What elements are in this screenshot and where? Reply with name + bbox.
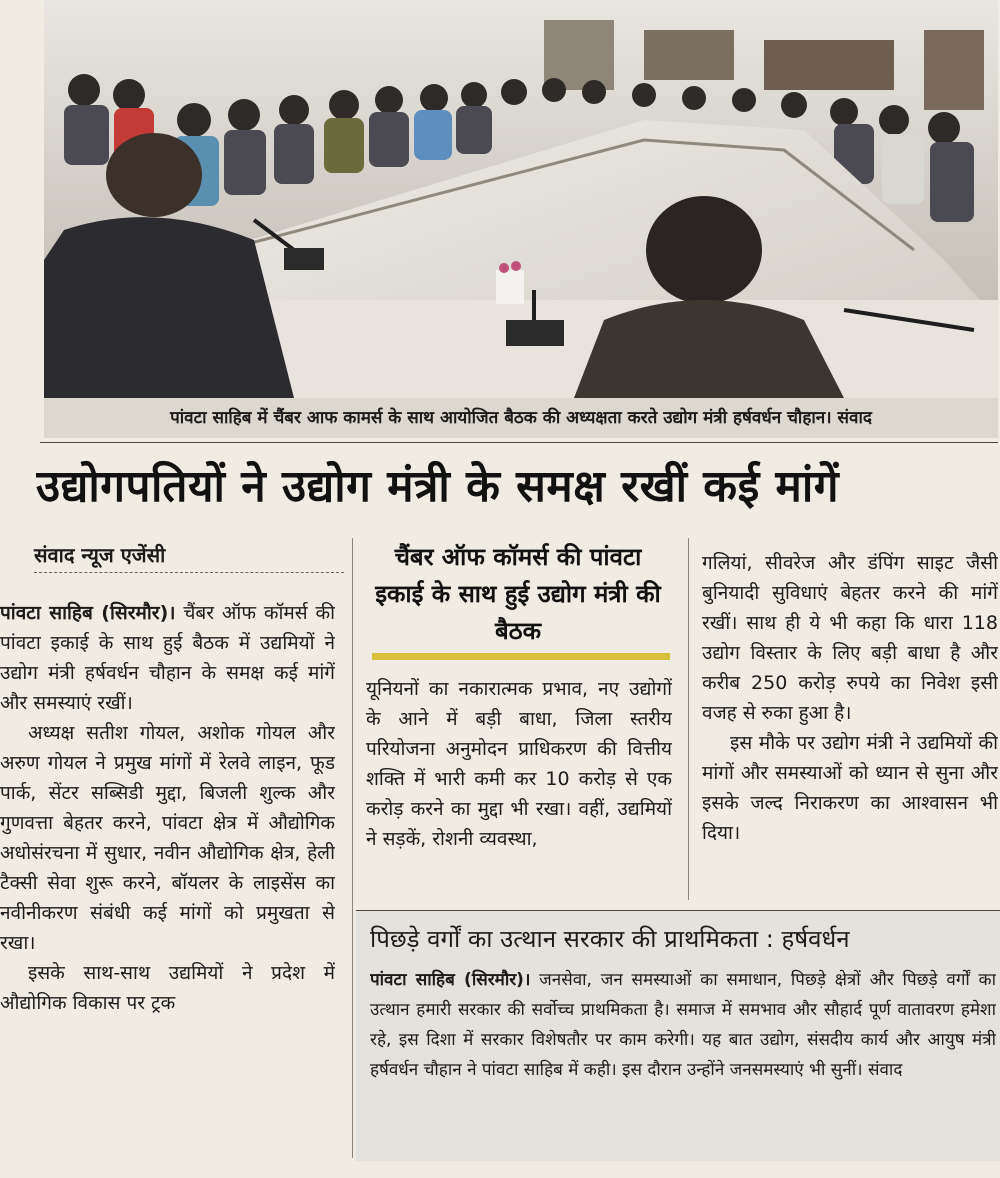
- paragraph-text: जनसेवा, जन समस्याओं का समाधान, पिछड़े क्षेत्रों और पिछड़े वर्गों का उत्थान हमारी सरकार की सर्वोच्च प्राथमिकता है। समाज में समभाव और सौहार्द पूर्ण वातावरण हमेशा रहे, इस दिशा में सरकार विशेषतौर पर काम करेगी। यह बात उद्योग, संसदीय कार्य और आयुष मंत्री हर्षवर्धन चौहान ने पांवटा साहिब में कही। इस दौरान उन्होंने जनसमस्याएं भी सुनीं। संवाद: [370, 970, 996, 1080]
- dateline: पांवटा साहिब (सिरमौर)।: [0, 602, 176, 624]
- article-paragraph: गलियां, सीवरेज और डंपिंग साइट जैसी बुनियादी सुविधाएं बेहतर करने की मांगें रखीं। साथ ही ये भी कहा कि धारा 118 उद्योग विस्तार के लिए बड़ी बाधा है और करीब 250 करोड़ रुपये का निवेश इसी वजह से रुका हुआ है।: [702, 552, 998, 724]
- article-paragraph: यूनियनों का नकारात्मक प्रभाव, नए उद्योगों के आने में बड़ी बाधा, जिला स्तरीय परियोजना अनुमोदन प्राधिकरण की वित्तीय शक्ति में भारी कमी कर 10 करोड़ से एक करोड़ करने का मुद्दा भी रखा। वहीं, उद्यमियों ने सड़कें, रोशनी व्यवस्था,: [366, 678, 672, 850]
- byline: संवाद न्यूज एजेंसी: [34, 538, 344, 573]
- article-paragraph: इस मौके पर उद्योग मंत्री ने उद्यमियों की मांगों और समस्याओं को ध्यान से सुना और इसके जल्द निराकरण का आश्वासन भी दिया।: [702, 732, 998, 844]
- article-paragraph: अध्यक्ष सतीश गोयल, अशोक गोयल और अरुण गोयल ने प्रमुख मांगों में रेलवे लाइन, फूड पार्क, सेंटर सब्सिडी मुद्दा, बिजली शुल्क और गुणवत्ता बेहतर करने, पांवटा क्षेत्र में औद्योगिक अधोसंरचना में सुधार, नवीन औद्योगिक क्षेत्र, हेली टैक्सी सेवा शुरू करने, बॉयलर के लाइसेंस का नवीनीकरण संबंधी कई मांगों को प्रमुखता से रखा।: [0, 722, 335, 954]
- meeting-photo: [44, 0, 998, 398]
- column-divider: [688, 538, 689, 900]
- article-paragraph: [0, 598, 335, 718]
- dateline: पांवटा साहिब (सिरमौर)।: [370, 970, 531, 990]
- paragraph-text: चैंबर ऑफ कॉमर्स की पांवटा इकाई के साथ हुई बैठक में उद्यमियों ने उद्योग मंत्री हर्षवर्धन चौहान के समक्ष कई मांगें और समस्याएं रखीं।: [0, 602, 335, 714]
- meeting-photo-illustration: [44, 0, 998, 398]
- side-story-box: [356, 910, 1000, 1161]
- side-story-body: [370, 965, 996, 1161]
- photo-caption: पांवटा साहिब में चैंबर आफ कामर्स के साथ आयोजित बैठक की अध्यक्षता करते उद्योग मंत्री हर्षवर्धन चौहान। संवाद: [44, 398, 998, 438]
- article-column-1: [0, 598, 335, 1178]
- sub-headline: चैंबर ऑफ कॉमर्स की पांवटा इकाई के साथ हुई उद्योग मंत्री की बैठक: [375, 542, 661, 645]
- article-paragraph: इसके साथ-साथ उद्यमियों ने प्रदेश में औद्योगिक विकास पर ट्रक: [0, 962, 335, 1014]
- subhead-highlight-bar: [372, 653, 670, 660]
- side-story-title: पिछड़े वर्गों का उत्थान सरकार की प्राथमिकता : हर्षवर्धन: [370, 925, 850, 953]
- main-headline: उद्योगपतियों ने उद्योग मंत्री के समक्ष रखीं कई मांगें: [36, 461, 840, 512]
- article-column-2: [366, 674, 672, 904]
- article-column-3: [702, 548, 998, 904]
- column-divider: [352, 538, 353, 1158]
- caption-rule: [40, 442, 998, 443]
